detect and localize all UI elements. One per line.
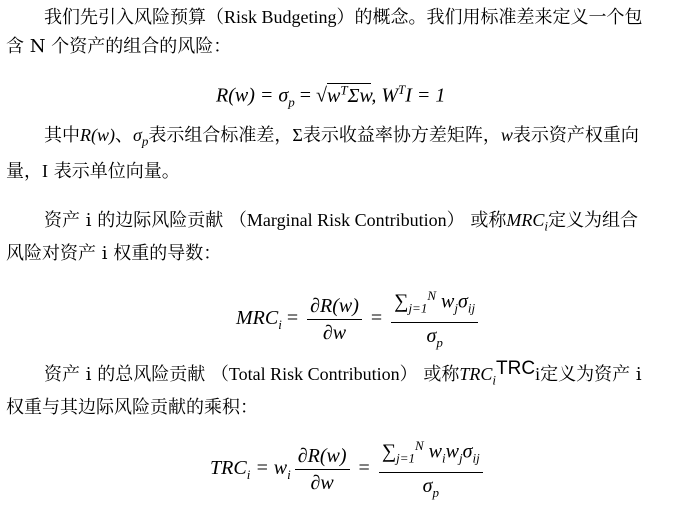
eq2-w-sub: j bbox=[454, 300, 458, 316]
eq3-wj-sub: j bbox=[458, 450, 463, 466]
para4-text-b: ） 或称 bbox=[399, 364, 460, 385]
eq3-fraction-sum bbox=[379, 434, 483, 505]
eq3-w-sub: i bbox=[287, 466, 291, 482]
eq1-weight-transpose: T bbox=[398, 82, 406, 97]
eq3-wj: w bbox=[445, 440, 459, 463]
para2-line1 bbox=[44, 124, 639, 153]
eq3-sigma: σ bbox=[462, 440, 473, 463]
eq3-den-sigma: σ bbox=[422, 474, 433, 497]
eq2-fraction-sum bbox=[391, 284, 478, 355]
eq2-sigma: σ bbox=[457, 290, 468, 313]
sqrt-sigma-w: Σw bbox=[347, 84, 372, 107]
eq2-fraction-derivative bbox=[307, 294, 362, 345]
para3-line2 bbox=[6, 243, 221, 265]
para1-line2 bbox=[6, 36, 231, 58]
equation-trc bbox=[210, 434, 487, 505]
para2-text-e: 表示资产权重向 bbox=[512, 125, 639, 146]
para2-sigma-sub: p bbox=[141, 133, 149, 149]
para4-line2-text: 权重与其边际风险贡献的乘积： bbox=[6, 397, 258, 418]
eq1-equals: = bbox=[294, 84, 317, 107]
eq3-frac1-den: ∂w bbox=[310, 471, 334, 494]
para2-rw: R(w) bbox=[80, 125, 115, 145]
para4-line1 bbox=[44, 358, 642, 392]
eq2-frac2-den bbox=[391, 323, 478, 355]
eq3-fraction-derivative bbox=[295, 444, 350, 495]
para2-text-c: 表示组合标准差， bbox=[148, 125, 293, 146]
eq3-sigma-sub: ij bbox=[472, 450, 480, 466]
para4-trc-sub: i bbox=[492, 372, 497, 388]
eq3-frac2-den bbox=[379, 473, 483, 505]
para2-w: w bbox=[500, 125, 513, 145]
equation-mrc bbox=[236, 284, 482, 355]
para4-text-c: 定义为资产 i bbox=[540, 364, 642, 385]
eq1-constraint: I = 1 bbox=[405, 84, 446, 107]
para1-text-b: ）的概念。我们用标准差来定义一个包 bbox=[336, 7, 643, 28]
equation-risk bbox=[216, 78, 445, 115]
eq2-w: w bbox=[436, 290, 455, 313]
sqrt-symbol: √ bbox=[316, 84, 328, 107]
eq3-lhs: TRC bbox=[210, 456, 247, 479]
eq2-frac1-num: ∂R(w) bbox=[307, 294, 362, 320]
para2-line2-a: 量， bbox=[6, 161, 42, 182]
para2-capital-sigma: Σ bbox=[292, 125, 303, 145]
eq2-lhs-sub: i bbox=[278, 316, 282, 332]
eq1-weight: , W bbox=[371, 84, 399, 107]
eq3-sum-lower: j=1 bbox=[396, 450, 415, 466]
eq2-lhs: MRC bbox=[236, 306, 279, 329]
sqrt-transpose: T bbox=[340, 82, 348, 97]
eq1-lhs-sub: p bbox=[288, 94, 295, 110]
eq2-den-sigma: σ bbox=[426, 324, 437, 347]
para1-line2-text: 含 N 个资产的组合的风险： bbox=[6, 36, 232, 57]
para3-text-c: 定义为组合 bbox=[547, 210, 638, 231]
eq2-sum-lower: j=1 bbox=[408, 300, 428, 316]
para2-text-a: 其中 bbox=[44, 125, 80, 146]
para4-trc: TRC bbox=[459, 364, 493, 384]
eq3-equals-2: = bbox=[353, 456, 375, 479]
para3-mrc: MRC bbox=[506, 210, 545, 230]
eq3-wi-sub: i bbox=[442, 450, 446, 466]
para3-line2-text: 风险对资产 i 权重的导数： bbox=[6, 243, 222, 264]
eq3-den-sub: p bbox=[432, 484, 439, 500]
para2-identity: I bbox=[42, 161, 48, 181]
para2-line2-b: 表示 bbox=[48, 161, 90, 182]
total-risk-term: Total Risk Contribution bbox=[228, 364, 400, 384]
para4-trc-overlay-sub: i bbox=[535, 364, 541, 384]
eq2-equals-1: = bbox=[281, 306, 304, 329]
para1-line1 bbox=[44, 6, 643, 29]
sqrt-body bbox=[327, 83, 371, 107]
eq3-sum-symbol: ∑ bbox=[381, 440, 397, 463]
para4-trc-overlay: TRC bbox=[496, 358, 536, 379]
eq3-sum-upper: N bbox=[414, 438, 424, 453]
eq2-sigma-sub: ij bbox=[467, 300, 476, 316]
sqrt-w: w bbox=[327, 84, 341, 107]
eq2-sum-upper: N bbox=[427, 288, 436, 303]
para4-line2 bbox=[6, 397, 258, 419]
para3-text-a: 资产 i 的边际风险贡献 （ bbox=[44, 210, 247, 231]
eq2-equals-2: = bbox=[365, 306, 388, 329]
risk-budgeting-term: Risk Budgeting bbox=[224, 7, 337, 27]
eq3-wi: w bbox=[423, 440, 442, 463]
eq3-frac1-num: ∂R(w) bbox=[295, 444, 350, 470]
eq1-lhs: R(w) = σ bbox=[216, 84, 289, 107]
eq3-lhs-sub: i bbox=[246, 466, 251, 482]
eq2-frac2-num bbox=[391, 284, 478, 323]
marginal-risk-term: Marginal Risk Contribution bbox=[246, 210, 447, 230]
para3-line1 bbox=[44, 209, 638, 238]
eq2-den-sub: p bbox=[436, 334, 443, 350]
para2-text-d: 表示收益率协方差矩阵， bbox=[302, 125, 501, 146]
para2-line2-c: 单位向量。 bbox=[89, 161, 180, 182]
para1-text-a: 我们先引入风险预算（ bbox=[44, 7, 224, 28]
eq2-sum-symbol: ∑ bbox=[394, 290, 409, 313]
eq3-frac2-num bbox=[379, 434, 483, 473]
eq3-equals-w: = w bbox=[250, 456, 288, 479]
para2-text-b: 、 bbox=[115, 125, 133, 146]
para2-sigma: σ bbox=[133, 125, 142, 145]
para3-mrc-sub: i bbox=[544, 218, 548, 234]
para4-text-a: 资产 i 的总风险贡献 （ bbox=[44, 364, 229, 385]
para3-text-b: ） 或称 bbox=[446, 210, 507, 231]
para2-line2 bbox=[6, 160, 180, 183]
eq2-frac1-den: ∂w bbox=[322, 321, 347, 344]
